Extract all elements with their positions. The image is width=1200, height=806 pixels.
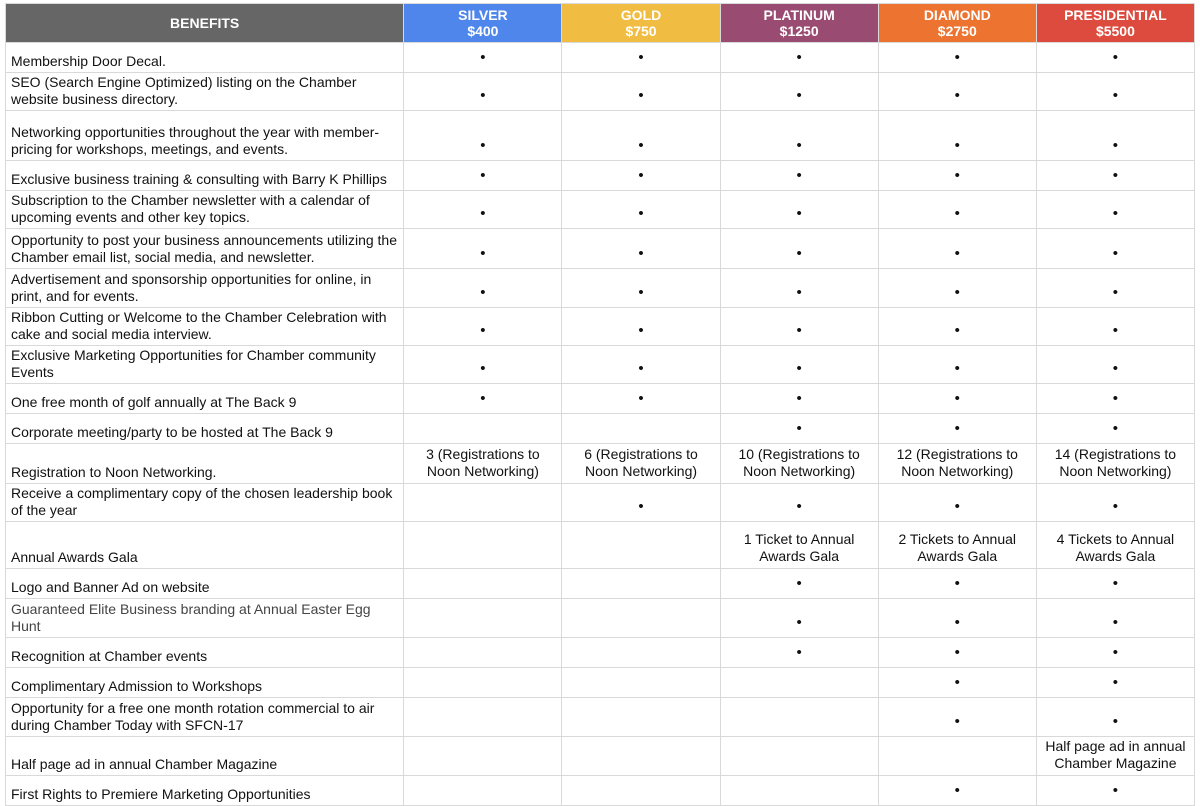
tier-cell-platinum: • [720, 111, 878, 161]
header-row [6, 4, 1195, 43]
tier-header-presidential [1036, 4, 1194, 43]
tier-cell-diamond: • [878, 73, 1036, 111]
benefit-cell: Recognition at Chamber events [6, 638, 404, 668]
benefit-cell: Receive a complimentary copy of the chosen leadership book of the year [6, 484, 404, 522]
benefit-cell: Complimentary Admission to Workshops [6, 668, 404, 698]
benefit-cell: Exclusive Marketing Opportunities for Chamber community Events [6, 346, 404, 384]
tier-cell-presidential: • [1036, 269, 1194, 308]
tier-cell-silver: • [404, 384, 562, 414]
tier-cell-silver [404, 776, 562, 806]
tier-cell-platinum: • [720, 229, 878, 269]
tier-cell-diamond: • [878, 414, 1036, 444]
tier-cell-diamond: • [878, 308, 1036, 346]
benefit-cell: Exclusive business training & consulting with Barry K Phillips [6, 161, 404, 191]
tier-cell-silver [404, 638, 562, 668]
tier-cell-gold: • [562, 191, 720, 229]
tier-cell-gold: • [562, 484, 720, 522]
benefit-cell: Opportunity to post your business announcements utilizing the Chamber email list, social media, and newsletter. [6, 229, 404, 269]
tier-cell-silver [404, 599, 562, 638]
tier-cell-gold [562, 668, 720, 698]
table-row [6, 776, 1195, 806]
tier-cell-diamond: • [878, 638, 1036, 668]
tier-cell-gold: • [562, 229, 720, 269]
table-row [6, 737, 1195, 776]
tier-name: PRESIDENTIAL [1064, 7, 1167, 23]
tier-price: $2750 [937, 23, 977, 39]
table-row [6, 43, 1195, 73]
table-row [6, 668, 1195, 698]
tier-cell-diamond: • [878, 346, 1036, 384]
tier-cell-silver: • [404, 346, 562, 384]
tier-cell-silver: 3 (Registrations to Noon Networking) [404, 444, 562, 484]
tier-cell-gold [562, 638, 720, 668]
tier-cell-gold: • [562, 346, 720, 384]
tier-cell-silver: • [404, 229, 562, 269]
tier-cell-presidential: • [1036, 599, 1194, 638]
benefit-cell: Half page ad in annual Chamber Magazine [6, 737, 404, 776]
tier-cell-silver: • [404, 73, 562, 111]
table-row [6, 161, 1195, 191]
tier-cell-diamond: 12 (Registrations to Noon Networking) [878, 444, 1036, 484]
tier-cell-silver [404, 414, 562, 444]
tier-name: PLATINUM [763, 7, 835, 23]
table-row [6, 384, 1195, 414]
tier-cell-diamond: • [878, 484, 1036, 522]
tier-cell-silver [404, 737, 562, 776]
tier-cell-platinum: • [720, 161, 878, 191]
tier-cell-presidential: • [1036, 698, 1194, 737]
tier-name: DIAMOND [923, 7, 991, 23]
tier-price: $5500 [1095, 23, 1135, 39]
tier-cell-presidential: • [1036, 484, 1194, 522]
benefit-cell: SEO (Search Engine Optimized) listing on the Chamber website business directory. [6, 73, 404, 111]
benefit-cell: Corporate meeting/party to be hosted at The Back 9 [6, 414, 404, 444]
tier-cell-diamond: • [878, 161, 1036, 191]
tier-cell-presidential: • [1036, 73, 1194, 111]
tier-cell-gold: • [562, 73, 720, 111]
tier-cell-silver: • [404, 308, 562, 346]
benefits-table [5, 3, 1195, 806]
tier-cell-presidential: • [1036, 414, 1194, 444]
tier-cell-silver: • [404, 191, 562, 229]
tier-cell-gold: • [562, 161, 720, 191]
tier-cell-diamond: • [878, 269, 1036, 308]
tier-cell-platinum [720, 698, 878, 737]
tier-cell-silver: • [404, 43, 562, 73]
tier-cell-diamond: • [878, 384, 1036, 414]
tier-header-platinum [720, 4, 878, 43]
tier-header-diamond [878, 4, 1036, 43]
tier-cell-diamond: • [878, 668, 1036, 698]
tier-cell-platinum [720, 737, 878, 776]
tier-cell-diamond: • [878, 229, 1036, 269]
tier-cell-platinum: • [720, 269, 878, 308]
tier-header-gold [562, 4, 720, 43]
tier-cell-platinum: • [720, 569, 878, 599]
tier-cell-presidential: • [1036, 569, 1194, 599]
table-row [6, 444, 1195, 484]
tier-cell-platinum: 1 Ticket to Annual Awards Gala [720, 522, 878, 569]
benefit-cell: One free month of golf annually at The Back 9 [6, 384, 404, 414]
tier-cell-platinum: • [720, 346, 878, 384]
tier-cell-platinum [720, 776, 878, 806]
tier-cell-presidential: • [1036, 638, 1194, 668]
table-body [6, 43, 1195, 806]
tier-cell-presidential: 4 Tickets to Annual Awards Gala [1036, 522, 1194, 569]
tier-cell-platinum: • [720, 308, 878, 346]
tier-cell-gold: • [562, 308, 720, 346]
table-row [6, 346, 1195, 384]
tier-cell-platinum [720, 668, 878, 698]
benefit-cell: Networking opportunities throughout the year with member-pricing for workshops, meetings, and events. [6, 111, 404, 161]
table-row [6, 414, 1195, 444]
tier-cell-presidential: • [1036, 229, 1194, 269]
tier-cell-gold: • [562, 384, 720, 414]
tier-cell-presidential: • [1036, 43, 1194, 73]
tier-cell-presidential: • [1036, 346, 1194, 384]
tier-cell-platinum: • [720, 414, 878, 444]
tier-cell-presidential: 14 (Registrations to Noon Networking) [1036, 444, 1194, 484]
table-row [6, 522, 1195, 569]
tier-cell-platinum: • [720, 43, 878, 73]
tier-cell-silver: • [404, 111, 562, 161]
benefit-cell: Opportunity for a free one month rotation commercial to air during Chamber Today with SFCN-17 [6, 698, 404, 737]
table-row [6, 269, 1195, 308]
benefit-cell: Annual Awards Gala [6, 522, 404, 569]
tier-cell-silver [404, 484, 562, 522]
table-row [6, 111, 1195, 161]
tier-cell-gold [562, 737, 720, 776]
benefit-cell: Logo and Banner Ad on website [6, 569, 404, 599]
benefit-cell: First Rights to Premiere Marketing Opportunities [6, 776, 404, 806]
tier-price: $400 [467, 23, 499, 39]
tier-cell-gold: • [562, 43, 720, 73]
tier-cell-presidential: • [1036, 191, 1194, 229]
tier-cell-diamond: • [878, 111, 1036, 161]
tier-cell-gold: • [562, 111, 720, 161]
tier-header-silver [404, 4, 562, 43]
tier-cell-presidential: • [1036, 111, 1194, 161]
table-row [6, 698, 1195, 737]
table-row [6, 308, 1195, 346]
table-row [6, 229, 1195, 269]
tier-cell-gold: 6 (Registrations to Noon Networking) [562, 444, 720, 484]
tier-cell-diamond: • [878, 776, 1036, 806]
tier-cell-diamond [878, 737, 1036, 776]
tier-cell-platinum: • [720, 638, 878, 668]
benefit-cell: Membership Door Decal. [6, 43, 404, 73]
tier-cell-diamond: • [878, 43, 1036, 73]
tier-cell-gold [562, 414, 720, 444]
benefits-header: BENEFITS [6, 4, 404, 43]
tier-cell-platinum: • [720, 73, 878, 111]
table-row [6, 191, 1195, 229]
tier-cell-diamond: 2 Tickets to Annual Awards Gala [878, 522, 1036, 569]
tier-cell-diamond: • [878, 698, 1036, 737]
tier-cell-platinum: • [720, 191, 878, 229]
tier-cell-silver: • [404, 269, 562, 308]
tier-price: $1250 [779, 23, 819, 39]
tier-cell-silver: • [404, 161, 562, 191]
tier-cell-presidential: • [1036, 161, 1194, 191]
tier-cell-gold [562, 522, 720, 569]
tier-name: SILVER [458, 7, 508, 23]
benefit-cell: Ribbon Cutting or Welcome to the Chamber Celebration with cake and social media interview. [6, 308, 404, 346]
tier-cell-presidential: • [1036, 384, 1194, 414]
tier-cell-silver [404, 698, 562, 737]
benefit-cell: Guaranteed Elite Business branding at Annual Easter Egg Hunt [6, 599, 404, 638]
tier-cell-diamond: • [878, 569, 1036, 599]
tier-cell-gold [562, 776, 720, 806]
table-row [6, 599, 1195, 638]
tier-cell-diamond: • [878, 191, 1036, 229]
tier-cell-presidential: • [1036, 308, 1194, 346]
tier-name: GOLD [620, 7, 662, 23]
tier-cell-diamond: • [878, 599, 1036, 638]
benefit-cell: Subscription to the Chamber newsletter with a calendar of upcoming events and other key topics. [6, 191, 404, 229]
tier-cell-platinum: • [720, 484, 878, 522]
tier-cell-silver [404, 668, 562, 698]
tier-price: $750 [625, 23, 657, 39]
tier-cell-gold: • [562, 269, 720, 308]
tier-cell-platinum: • [720, 384, 878, 414]
tier-cell-presidential: • [1036, 776, 1194, 806]
tier-cell-platinum: • [720, 599, 878, 638]
tier-cell-presidential: • [1036, 668, 1194, 698]
table-row [6, 73, 1195, 111]
table-row [6, 484, 1195, 522]
benefit-cell: Advertisement and sponsorship opportunities for online, in print, and for events. [6, 269, 404, 308]
tier-cell-silver [404, 569, 562, 599]
tier-cell-presidential: Half page ad in annual Chamber Magazine [1036, 737, 1194, 776]
tier-cell-gold [562, 569, 720, 599]
table-row [6, 638, 1195, 668]
tier-cell-gold [562, 698, 720, 737]
benefit-cell: Registration to Noon Networking. [6, 444, 404, 484]
tier-cell-platinum: 10 (Registrations to Noon Networking) [720, 444, 878, 484]
table-row [6, 569, 1195, 599]
tier-cell-silver [404, 522, 562, 569]
tier-cell-gold [562, 599, 720, 638]
